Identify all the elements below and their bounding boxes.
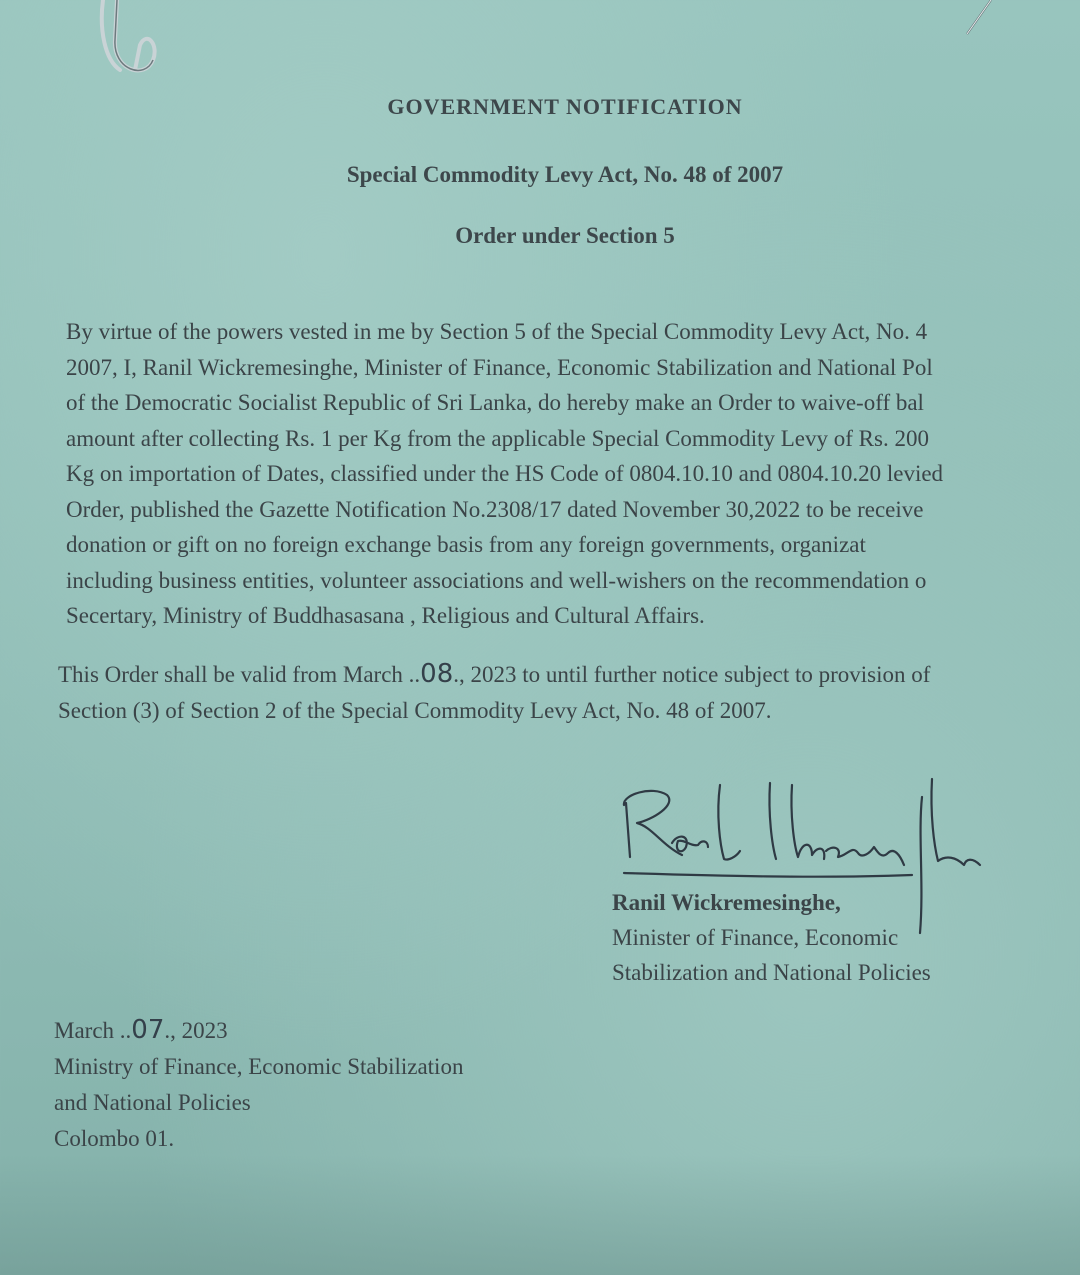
paragraph-line: Kg on importation of Dates, classified under the HS Code of 0804.10.10 and 0804.10.20 levied bbox=[66, 461, 944, 486]
paragraph-line: Order, published the Gazette Notification No.2308/17 dated November 30,2022 to be receive bbox=[66, 496, 924, 522]
footer-block bbox=[54, 1012, 463, 1157]
ministry-line: and National Policies bbox=[54, 1090, 251, 1115]
signatory-block bbox=[612, 885, 931, 990]
validity-line: Section (3) of Section 2 of the Special Commodity Levy Act, No. 48 of 2007. bbox=[58, 697, 772, 723]
validity-line bbox=[58, 657, 930, 693]
pen-stroke bbox=[955, 0, 1005, 40]
paragraph-line: including business entities, volunteer associations and well-wishers on the recommendation o bbox=[66, 567, 927, 593]
paragraph-line: amount after collecting Rs. 1 per Kg from the applicable Special Commodity Levy of Rs. 200 bbox=[66, 425, 929, 451]
ministry-line: Ministry of Finance, Economic Stabilization bbox=[54, 1054, 464, 1079]
order-title: Order under Section 5 bbox=[455, 223, 675, 248]
signatory-title: Stabilization and National Policies bbox=[612, 960, 931, 985]
issue-date bbox=[54, 1012, 463, 1049]
signatory-title: Minister of Finance, Economic bbox=[612, 925, 899, 950]
paper-clip-icon bbox=[95, 0, 165, 80]
paragraph-line: of the Democratic Socialist Republic of Sri Lanka, do hereby make an Order to waive-off bal bbox=[66, 390, 924, 415]
signatory-name: Ranil Wickremesinghe, bbox=[612, 890, 841, 915]
paragraph-line: By virtue of the powers vested in me by Section 5 of the Special Commodity Levy Act, No. 4 bbox=[66, 319, 928, 344]
validity-text: ., 2023 to until further notice subject to provision of bbox=[453, 662, 931, 687]
paper-shadow bbox=[0, 1155, 1080, 1275]
paragraph-line: 2007, I, Ranil Wickremesinghe, Minister of Finance, Economic Stabilization and National Pol bbox=[66, 354, 933, 380]
handwritten-date: 07 bbox=[131, 1015, 165, 1045]
date-text: March .. bbox=[54, 1018, 132, 1043]
paragraph-line: donation or gift on no foreign exchange basis from any foreign governments, organizat bbox=[66, 532, 866, 557]
paragraph-line: Secertary, Ministry of Buddhasasana , Religious and Cultural Affairs. bbox=[66, 603, 705, 628]
date-text: ., 2023 bbox=[164, 1018, 228, 1043]
document-title: GOVERNMENT NOTIFICATION bbox=[387, 94, 743, 119]
city-line: Colombo 01. bbox=[54, 1126, 175, 1151]
validity-paragraph bbox=[58, 657, 930, 728]
order-paragraph bbox=[66, 314, 943, 634]
handwritten-date: 08 bbox=[420, 659, 454, 689]
validity-text: This Order shall be valid from March .. bbox=[58, 662, 421, 687]
act-title: Special Commodity Levy Act, No. 48 of 2007 bbox=[346, 162, 784, 187]
